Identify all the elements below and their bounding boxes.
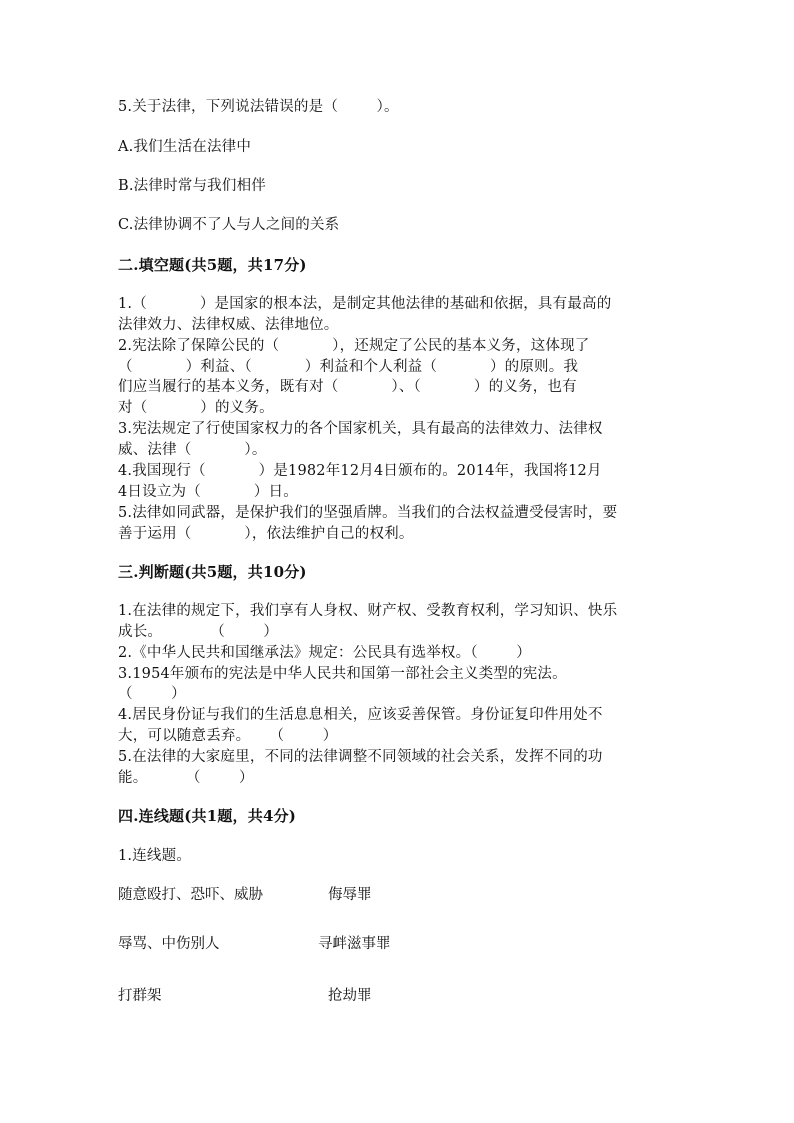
- option-b: B.法律时常与我们相伴: [118, 178, 266, 194]
- fill-line: 4日设立为（ ）日。: [118, 484, 298, 500]
- fill-line: 2.宪法除了保障公民的（ ），还规定了公民的基本义务，这体现了: [118, 338, 590, 354]
- question-5-stem: 5.关于法律，下列说法错误的是（ ）。: [118, 99, 399, 115]
- judge-line: 3.1954年颁布的宪法是中华人民共和国第一部社会主义类型的宪法。: [118, 666, 567, 682]
- fill-line: 1.（ ）是国家的根本法，是制定其他法律的基础和依据，具有最高的: [118, 296, 612, 312]
- fill-line: 3.宪法规定了行使国家权力的各个国家机关，具有最高的法律效力、法律权: [118, 421, 603, 437]
- option-c: C.法律协调不了人与人之间的关系: [118, 217, 340, 233]
- section-3-heading: 三.判断题(共5题，共10分): [118, 563, 307, 581]
- match-left-item: 打群架: [118, 988, 162, 1004]
- fill-line: 们应当履行的基本义务，既有对（ ）、（ ）的义务，也有: [118, 379, 577, 395]
- fill-line: （ ）利益、（ ）利益和个人利益（ ）的原则。我: [118, 359, 579, 375]
- section-4-heading: 四.连线题(共1题，共4分): [118, 807, 297, 825]
- fill-line: 4.我国现行（ ）是1982年12月4日颁布的。2014年，我国将12月: [118, 463, 602, 479]
- judge-line: 1.在法律的规定下，我们享有人身权、财产权、受教育权利，学习知识、快乐: [118, 603, 618, 619]
- judge-line: 能。 （ ）: [118, 770, 254, 786]
- match-left-item: 辱骂、中伤别人: [118, 936, 220, 952]
- judge-line: 2.《中华人民共和国继承法》规定：公民具有选举权。（ ）: [118, 645, 531, 661]
- match-left-item: 随意殴打、恐吓、威胁: [118, 887, 263, 903]
- judge-line: 大，可以随意丢弃。 （ ）: [118, 728, 338, 744]
- fill-line: 善于运用（ ），依法维护自己的权利。: [118, 526, 414, 542]
- judge-line: （ ）: [118, 686, 186, 702]
- fill-line: 法律效力、法律权威、法律地位。: [118, 317, 339, 333]
- match-right-item: 侮辱罪: [328, 887, 372, 903]
- match-right-item: 抢劫罪: [328, 988, 372, 1004]
- fill-line: 5.法律如同武器，是保护我们的坚强盾牌。当我们的合法权益遭受侵害时，要: [118, 505, 618, 521]
- option-a: A.我们生活在法律中: [118, 139, 252, 155]
- judge-line: 5.在法律的大家庭里，不同的法律调整不同领域的社会关系，发挥不同的功: [118, 749, 603, 765]
- section-2-heading: 二.填空题(共5题，共17分): [118, 256, 307, 274]
- judge-line: 4.居民身份证与我们的生活息息相关，应该妥善保管。身份证复印件用处不: [118, 707, 603, 723]
- fill-line: 对（ ）的义务。: [118, 400, 274, 416]
- match-right-item: 寻衅滋事罪: [318, 936, 391, 952]
- fill-line: 威、法律（ ）。: [118, 442, 267, 458]
- matching-question: 1.连线题。: [118, 848, 192, 864]
- judge-line: 成长。 （ ）: [118, 624, 279, 640]
